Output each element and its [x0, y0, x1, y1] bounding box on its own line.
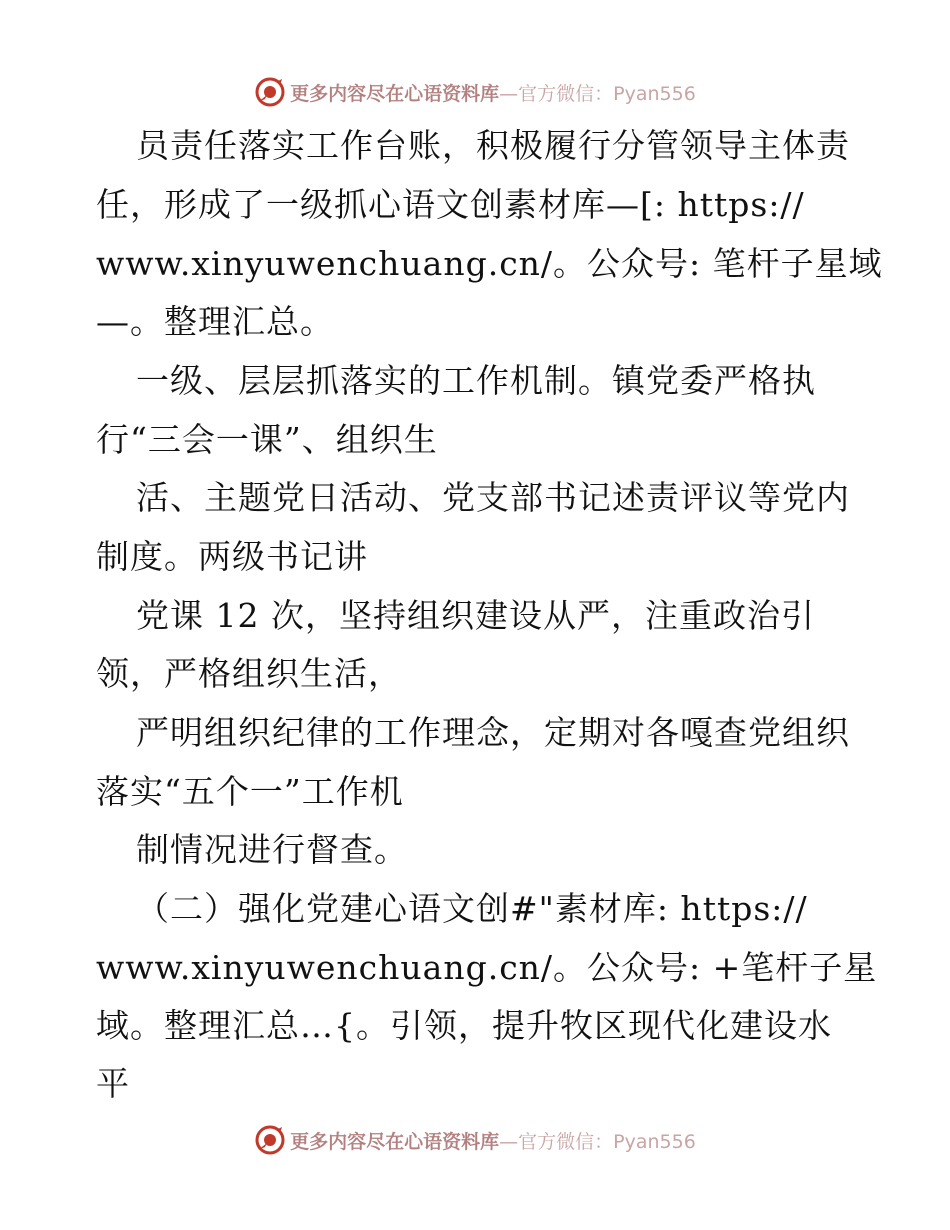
- text-line-7: 活、主题党日活动、党支部书记述责评议等党内: [136, 478, 850, 517]
- text-line-11: 严明组织纪律的工作理念，定期对各嘎查党组织: [136, 713, 850, 752]
- footer-dash: —: [499, 1130, 519, 1153]
- text-line-9: 党课 12 次，坚持组织建设从严，注重政治引: [136, 596, 815, 635]
- footer-text: [290, 1127, 696, 1154]
- text-line-16: 域。整理汇总…{。引领，提升牧区现代化建设水: [96, 1006, 832, 1045]
- text-line-10: 领，严格组织生活，: [96, 654, 402, 693]
- text-line-3: www.xinyuwenchuang.cn/。公众号: 笔杆子星域: [96, 244, 883, 283]
- text-line-14: （二）强化党建心语文创#"素材库: https://: [136, 889, 808, 928]
- text-line-2: 任，形成了一级抓心语文创素材库—[: https://: [96, 185, 805, 224]
- header-site-text: 更多内容尽在心语资料库: [290, 82, 500, 105]
- text-line-6: 行“三会一课”、组织生: [96, 420, 438, 459]
- text-line-17: 平: [96, 1064, 130, 1103]
- text-line-12: 落实“五个一”工作机: [96, 772, 404, 811]
- footer-banner: [0, 1120, 950, 1160]
- text-line-13: 制情况进行督查。: [136, 830, 408, 869]
- header-wechat-text: 官方微信：Pyan556: [518, 82, 696, 105]
- text-line-5: 一级、层层抓落实的工作机制。镇党委严格执: [136, 361, 816, 400]
- text-line-4: —。整理汇总。: [96, 302, 334, 341]
- header-dash: —: [499, 82, 519, 105]
- footer-site-text: 更多内容尽在心语资料库: [290, 1130, 500, 1153]
- text-line-8: 制度。两级书记讲: [96, 537, 368, 576]
- text-line-15: www.xinyuwenchuang.cn/。公众号: +笔杆子星: [96, 948, 878, 987]
- footer-wechat-text: 官方微信：Pyan556: [518, 1130, 696, 1153]
- logo-icon: [254, 1124, 286, 1156]
- text-line-1: 员责任落实工作台账，积极履行分管领导主体责: [136, 126, 850, 165]
